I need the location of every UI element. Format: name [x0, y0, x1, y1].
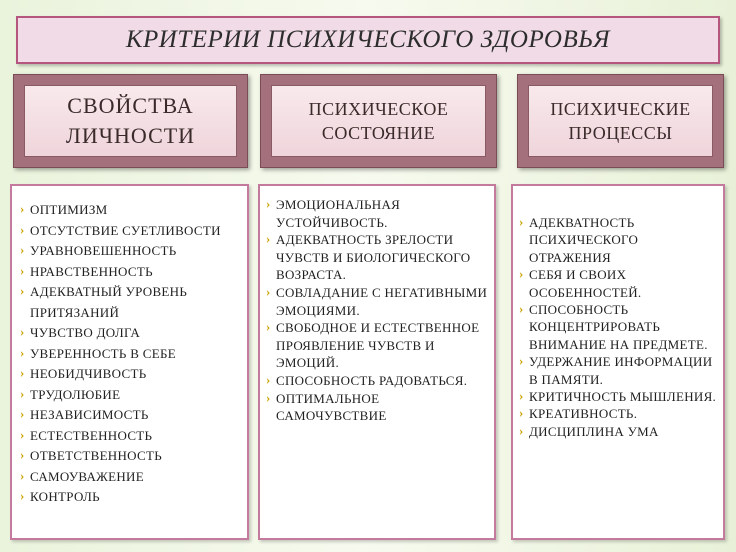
- list-item: › НЕОБИДЧИВОСТЬ: [20, 364, 243, 385]
- list-item: › ТРУДОЛЮБИЕ: [20, 385, 243, 406]
- header-label: СВОЙСТВА ЛИЧНОСТИ: [65, 93, 196, 148]
- header-label: ПСИХИЧЕСКИЕ ПРОЦЕССЫ: [550, 99, 691, 143]
- header-mental-processes: [517, 74, 724, 168]
- list-item: › АДЕКВАТНЫЙ УРОВЕНЬ ПРИТЯЗАНИЙ: [20, 282, 243, 323]
- list-item: › КРЕАТИВНОСТЬ.: [519, 405, 719, 422]
- header-panel: [528, 85, 713, 157]
- list-item: › ЧУВСТВО ДОЛГА: [20, 323, 243, 344]
- list-item: › ЭМОЦИОНАЛЬНАЯ УСТОЙЧИВОСТЬ.: [266, 196, 490, 231]
- list-item: › ДИСЦИПЛИНА УМА: [519, 423, 719, 440]
- list-item: › НРАВСТВЕННОСТЬ: [20, 262, 243, 283]
- list-item: › АДЕКВАТНОСТЬ ЗРЕЛОСТИ ЧУВСТВ И БИОЛОГИЧЕСКОГО ВОЗРАСТА.: [266, 231, 490, 284]
- list-item: › СПОСОБНОСТЬ РАДОВАТЬСЯ.: [266, 372, 490, 390]
- list-item: › ОТВЕТСТВЕННОСТЬ: [20, 446, 243, 467]
- list-item: › СПОСОБНОСТЬ КОНЦЕНТРИРОВАТЬ ВНИМАНИЕ НА ПРЕДМЕТЕ.: [519, 301, 719, 353]
- list-item: › ОТСУТСТВИЕ СУЕТЛИВОСТИ: [20, 221, 243, 242]
- page-title: КРИТЕРИИ ПСИХИЧЕСКОГО ЗДОРОВЬЯ: [125, 26, 611, 53]
- header-mental-state: [260, 74, 497, 168]
- header-personality-traits: [13, 74, 248, 168]
- list-item: › КРИТИЧНОСТЬ МЫШЛЕНИЯ.: [519, 388, 719, 405]
- list-personality-traits: [10, 184, 249, 540]
- header-panel: [271, 85, 486, 157]
- list-item: › АДЕКВАТНОСТЬ ПСИХИЧЕСКОГО ОТРАЖЕНИЯ: [519, 214, 719, 266]
- list-item: › САМОУВАЖЕНИЕ: [20, 467, 243, 488]
- list-item: › ЕСТЕСТВЕННОСТЬ: [20, 426, 243, 447]
- list-item: › СЕБЯ И СВОИХ ОСОБЕННОСТЕЙ.: [519, 266, 719, 301]
- list-mental-state: [258, 184, 496, 540]
- criteria-list: [519, 214, 719, 440]
- list-item: › НЕЗАВИСИМОСТЬ: [20, 405, 243, 426]
- list-mental-processes: [511, 184, 725, 540]
- title-banner: [16, 16, 720, 64]
- criteria-list: [20, 200, 243, 508]
- list-item: › УРАВНОВЕШЕННОСТЬ: [20, 241, 243, 262]
- list-item: › СВОБОДНОЕ И ЕСТЕСТВЕННОЕ ПРОЯВЛЕНИЕ ЧУВСТВ И ЭМОЦИЙ.: [266, 319, 490, 372]
- list-item: › ОПТИМАЛЬНОЕ САМОЧУВСТВИЕ: [266, 390, 490, 425]
- header-panel: [24, 85, 237, 157]
- criteria-list: [266, 196, 490, 425]
- list-item: › УДЕРЖАНИЕ ИНФОРМАЦИИ В ПАМЯТИ.: [519, 353, 719, 388]
- list-item: › КОНТРОЛЬ: [20, 487, 243, 508]
- header-label: ПСИХИЧЕСКОЕ СОСТОЯНИЕ: [308, 99, 449, 143]
- list-item: › СОВЛАДАНИЕ С НЕГАТИВНЫМИ ЭМОЦИЯМИ.: [266, 284, 490, 319]
- list-item: › ОПТИМИЗМ: [20, 200, 243, 221]
- list-item: › УВЕРЕННОСТЬ В СЕБЕ: [20, 344, 243, 365]
